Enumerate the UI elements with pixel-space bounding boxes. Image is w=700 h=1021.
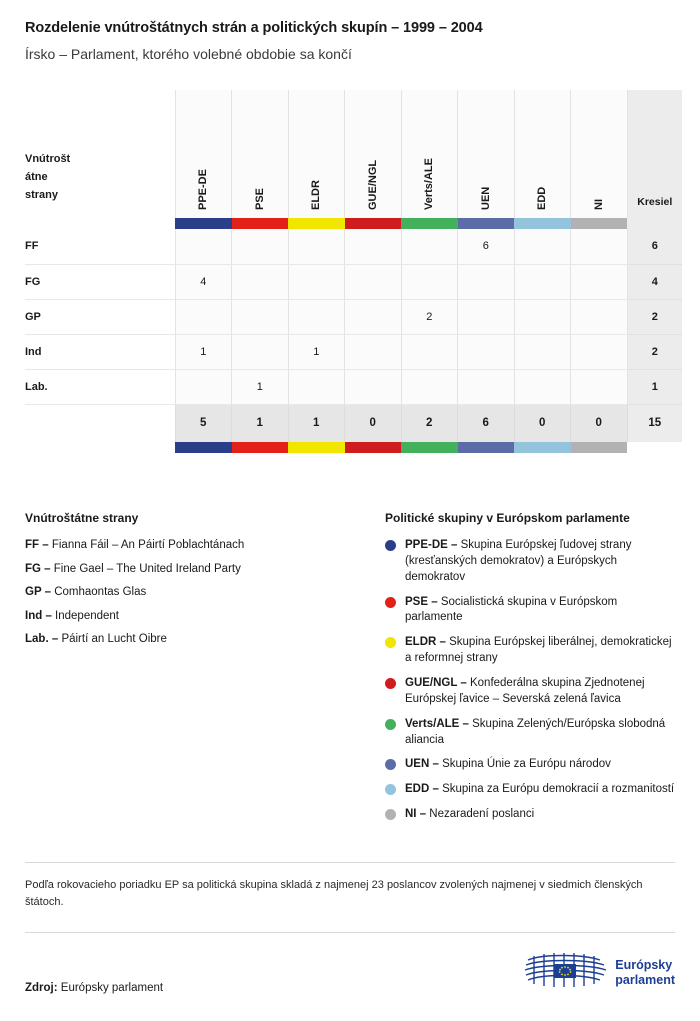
table-row	[25, 334, 682, 369]
legend-national-item	[25, 609, 385, 625]
legend-group-name-0: Skupina Európskej ľudovej strany (kresťanských demokratov) a Európskych demokratov	[405, 539, 632, 583]
cell-4-2	[288, 369, 345, 404]
legend-national-name-3: Independent	[55, 609, 119, 622]
legend-group-item	[385, 757, 675, 773]
legend-group-abbr-0: PPE-DE –	[405, 539, 458, 551]
legend-group-item	[385, 676, 675, 708]
legend-national-abbr-3: Ind –	[25, 609, 52, 622]
legends	[25, 511, 675, 832]
source-label: Zdroj:	[25, 982, 58, 995]
cell-1-7	[571, 264, 628, 299]
total-cell-4: 2	[401, 404, 458, 442]
table-totals-row	[25, 404, 682, 442]
legend-group-name-6: Skupina za Európu demokracií a rozmanitostí	[442, 783, 675, 796]
cell-4-4	[401, 369, 458, 404]
legend-national-abbr-2: GP –	[25, 586, 51, 599]
table-row	[25, 369, 682, 404]
legend-group-item	[385, 635, 675, 667]
cell-3-4	[401, 334, 458, 369]
total-cell-6: 0	[514, 404, 571, 442]
legend-national-name-0: Fianna Fáil – An Páirtí Poblachtánach	[51, 539, 245, 551]
cell-0-0	[175, 229, 232, 264]
grand-total: 15	[627, 404, 682, 442]
cell-2-5	[458, 299, 515, 334]
row-total-4: 1	[627, 369, 682, 404]
legend-group-abbr-6: EDD –	[405, 783, 439, 796]
bottom-bar-spacer	[25, 442, 175, 453]
cell-4-0	[175, 369, 232, 404]
group-color-bar-bottom-row	[25, 442, 682, 453]
bottom-color-swatch-ppe-de	[175, 442, 232, 453]
table-row	[25, 299, 682, 334]
legend-group-item	[385, 595, 675, 627]
cell-3-7	[571, 334, 628, 369]
legend-national-abbr-1: FG –	[25, 562, 51, 575]
bottom-color-swatch-gue-ngl	[345, 442, 402, 453]
cell-4-1: 1	[232, 369, 289, 404]
legend-group-name-7: Nezaradení poslanci	[429, 808, 535, 821]
color-swatch-verts-ale	[401, 218, 458, 229]
totals-label	[25, 404, 175, 442]
column-header-gue-ngl: GUE/NGL	[345, 90, 402, 218]
color-swatch-edd	[514, 218, 571, 229]
cell-1-3	[345, 264, 402, 299]
legend-color-dot-icon	[385, 784, 396, 795]
source-row	[25, 933, 675, 1010]
source-text	[25, 982, 163, 994]
legend-group-item	[385, 717, 675, 749]
page-title: Rozdelenie vnútroštátnych strán a politických skupín – 1999 – 2004	[25, 20, 483, 36]
row-label-2: GP	[25, 299, 175, 334]
total-cell-5: 6	[458, 404, 515, 442]
legend-color-dot-icon	[385, 597, 396, 608]
total-cell-7: 0	[571, 404, 628, 442]
ep-logo-text	[615, 958, 675, 987]
group-color-bar-row	[25, 218, 682, 229]
legend-national-name-2: Comhaontas Glas	[54, 586, 147, 599]
legend-national-abbr-0: FF –	[25, 539, 49, 551]
cell-0-5: 6	[458, 229, 515, 264]
ep-logo-line1: Európsky	[615, 958, 673, 973]
legend-color-dot-icon	[385, 678, 396, 689]
cell-3-6	[514, 334, 571, 369]
bottom-color-swatch-ni	[571, 442, 628, 453]
legend-group-abbr-7: NI –	[405, 808, 427, 821]
row-label-1: FG	[25, 264, 175, 299]
color-bar-spacer	[25, 218, 175, 229]
color-swatch-uen	[458, 218, 515, 229]
seat-distribution-table	[25, 90, 675, 453]
color-bar-seats-spacer	[627, 218, 682, 229]
column-header-verts-ale: Verts/ALE	[401, 90, 458, 218]
row-label-0: FF	[25, 229, 175, 264]
page-subtitle: Írsko – Parlament, ktorého volebné obdobie sa končí	[25, 46, 352, 62]
total-cell-2: 1	[288, 404, 345, 442]
legend-national-name-4: Páirtí an Lucht Oibre	[61, 633, 167, 646]
footnote: Podľa rokovacieho poriadku EP sa politická skupina skladá z najmenej 23 poslancov zvolených najmenej v siedmich členských štátoch.	[25, 879, 643, 908]
row-total-3: 2	[627, 334, 682, 369]
column-header-edd: EDD	[514, 90, 571, 218]
cell-1-4	[401, 264, 458, 299]
column-header-ni: NI	[571, 90, 628, 218]
cell-3-5	[458, 334, 515, 369]
bottom-color-swatch-edd	[514, 442, 571, 453]
column-header-seats: Kresiel	[627, 90, 682, 218]
table-row	[25, 229, 682, 264]
cell-2-1	[232, 299, 289, 334]
legend-color-dot-icon	[385, 809, 396, 820]
total-cell-3: 0	[345, 404, 402, 442]
legend-group-name-1: Socialistická skupina v Európskom parlamente	[405, 595, 618, 624]
legend-group-name-2: Skupina Európskej liberálnej, demokratickej a reformnej strany	[405, 636, 672, 665]
legend-group-item	[385, 782, 675, 798]
legend-national-parties	[25, 511, 385, 832]
legend-group-name-4: Skupina Zelených/Európska slobodná aliancia	[405, 717, 666, 746]
row-label-4: Lab.	[25, 369, 175, 404]
legend-group-abbr-2: ELDR –	[405, 636, 446, 649]
table-row	[25, 264, 682, 299]
legend-national-abbr-4: Lab. –	[25, 633, 59, 646]
cell-1-2	[288, 264, 345, 299]
total-cell-1: 1	[232, 404, 289, 442]
cell-2-4: 2	[401, 299, 458, 334]
bottom-bar-seats-spacer	[627, 442, 682, 453]
row-total-0: 6	[627, 229, 682, 264]
legend-group-abbr-4: Verts/ALE –	[405, 717, 469, 730]
cell-4-5	[458, 369, 515, 404]
legend-national-item	[25, 632, 385, 648]
bottom-color-swatch-pse	[232, 442, 289, 453]
color-swatch-ni	[571, 218, 628, 229]
cell-3-0: 1	[175, 334, 232, 369]
bottom-color-swatch-verts-ale	[401, 442, 458, 453]
column-header-eldr: ELDR	[288, 90, 345, 218]
cell-3-3	[345, 334, 402, 369]
legend-group-abbr-3: GUE/NGL –	[405, 677, 467, 690]
cell-0-1	[232, 229, 289, 264]
legend-political-groups	[385, 511, 675, 832]
legend-national-item	[25, 538, 385, 554]
color-swatch-pse	[232, 218, 289, 229]
legend-group-abbr-5: UEN –	[405, 758, 439, 771]
cell-1-6	[514, 264, 571, 299]
legend-national-item	[25, 585, 385, 601]
legend-national-item	[25, 562, 385, 578]
cell-0-7	[571, 229, 628, 264]
cell-3-2: 1	[288, 334, 345, 369]
cell-2-6	[514, 299, 571, 334]
cell-0-2	[288, 229, 345, 264]
cell-2-2	[288, 299, 345, 334]
legend-national-name-1: Fine Gael – The United Ireland Party	[53, 562, 241, 575]
legend-color-dot-icon	[385, 637, 396, 648]
legend-group-name-3: Konfederálna skupina Zjednotenej Európskej ľavice – Severská zelená ľavica	[405, 677, 645, 705]
legend-color-dot-icon	[385, 540, 396, 551]
cell-2-7	[571, 299, 628, 334]
cell-2-3	[345, 299, 402, 334]
cell-1-0: 4	[175, 264, 232, 299]
row-label-3: Ind	[25, 334, 175, 369]
corner-label-cell: Vnútrošt átne strany	[25, 152, 71, 201]
row-total-2: 2	[627, 299, 682, 334]
color-swatch-gue-ngl	[345, 218, 402, 229]
legend-group-name-5: Skupina Únie za Európu národov	[442, 758, 611, 771]
european-parliament-logo	[524, 951, 675, 994]
column-header-uen: UEN	[458, 90, 515, 218]
table-header-row	[25, 90, 682, 218]
color-swatch-eldr	[288, 218, 345, 229]
cell-1-5	[458, 264, 515, 299]
cell-0-6	[514, 229, 571, 264]
color-swatch-ppe-de	[175, 218, 232, 229]
cell-1-1	[232, 264, 289, 299]
cell-0-4	[401, 229, 458, 264]
cell-0-3	[345, 229, 402, 264]
cell-3-1	[232, 334, 289, 369]
cell-2-0	[175, 299, 232, 334]
legend-group-abbr-1: PSE –	[405, 595, 438, 608]
column-header-ppe-de: PPE-DE	[175, 90, 232, 218]
legend-national-heading: Vnútroštátne strany	[25, 511, 139, 525]
row-total-1: 4	[627, 264, 682, 299]
bottom-color-swatch-uen	[458, 442, 515, 453]
legend-group-item	[385, 807, 675, 823]
cell-4-3	[345, 369, 402, 404]
cell-4-6	[514, 369, 571, 404]
ep-flag-icon	[524, 951, 608, 994]
legend-groups-heading: Politické skupiny v Európskom parlamente	[385, 511, 630, 525]
total-cell-0: 5	[175, 404, 232, 442]
bottom-color-swatch-eldr	[288, 442, 345, 453]
legend-color-dot-icon	[385, 759, 396, 770]
column-header-pse: PSE	[232, 90, 289, 218]
cell-4-7	[571, 369, 628, 404]
legend-color-dot-icon	[385, 719, 396, 730]
source-value: Európsky parlament	[60, 982, 164, 995]
legend-group-item	[385, 538, 675, 586]
ep-logo-line2: parlament	[615, 972, 675, 987]
